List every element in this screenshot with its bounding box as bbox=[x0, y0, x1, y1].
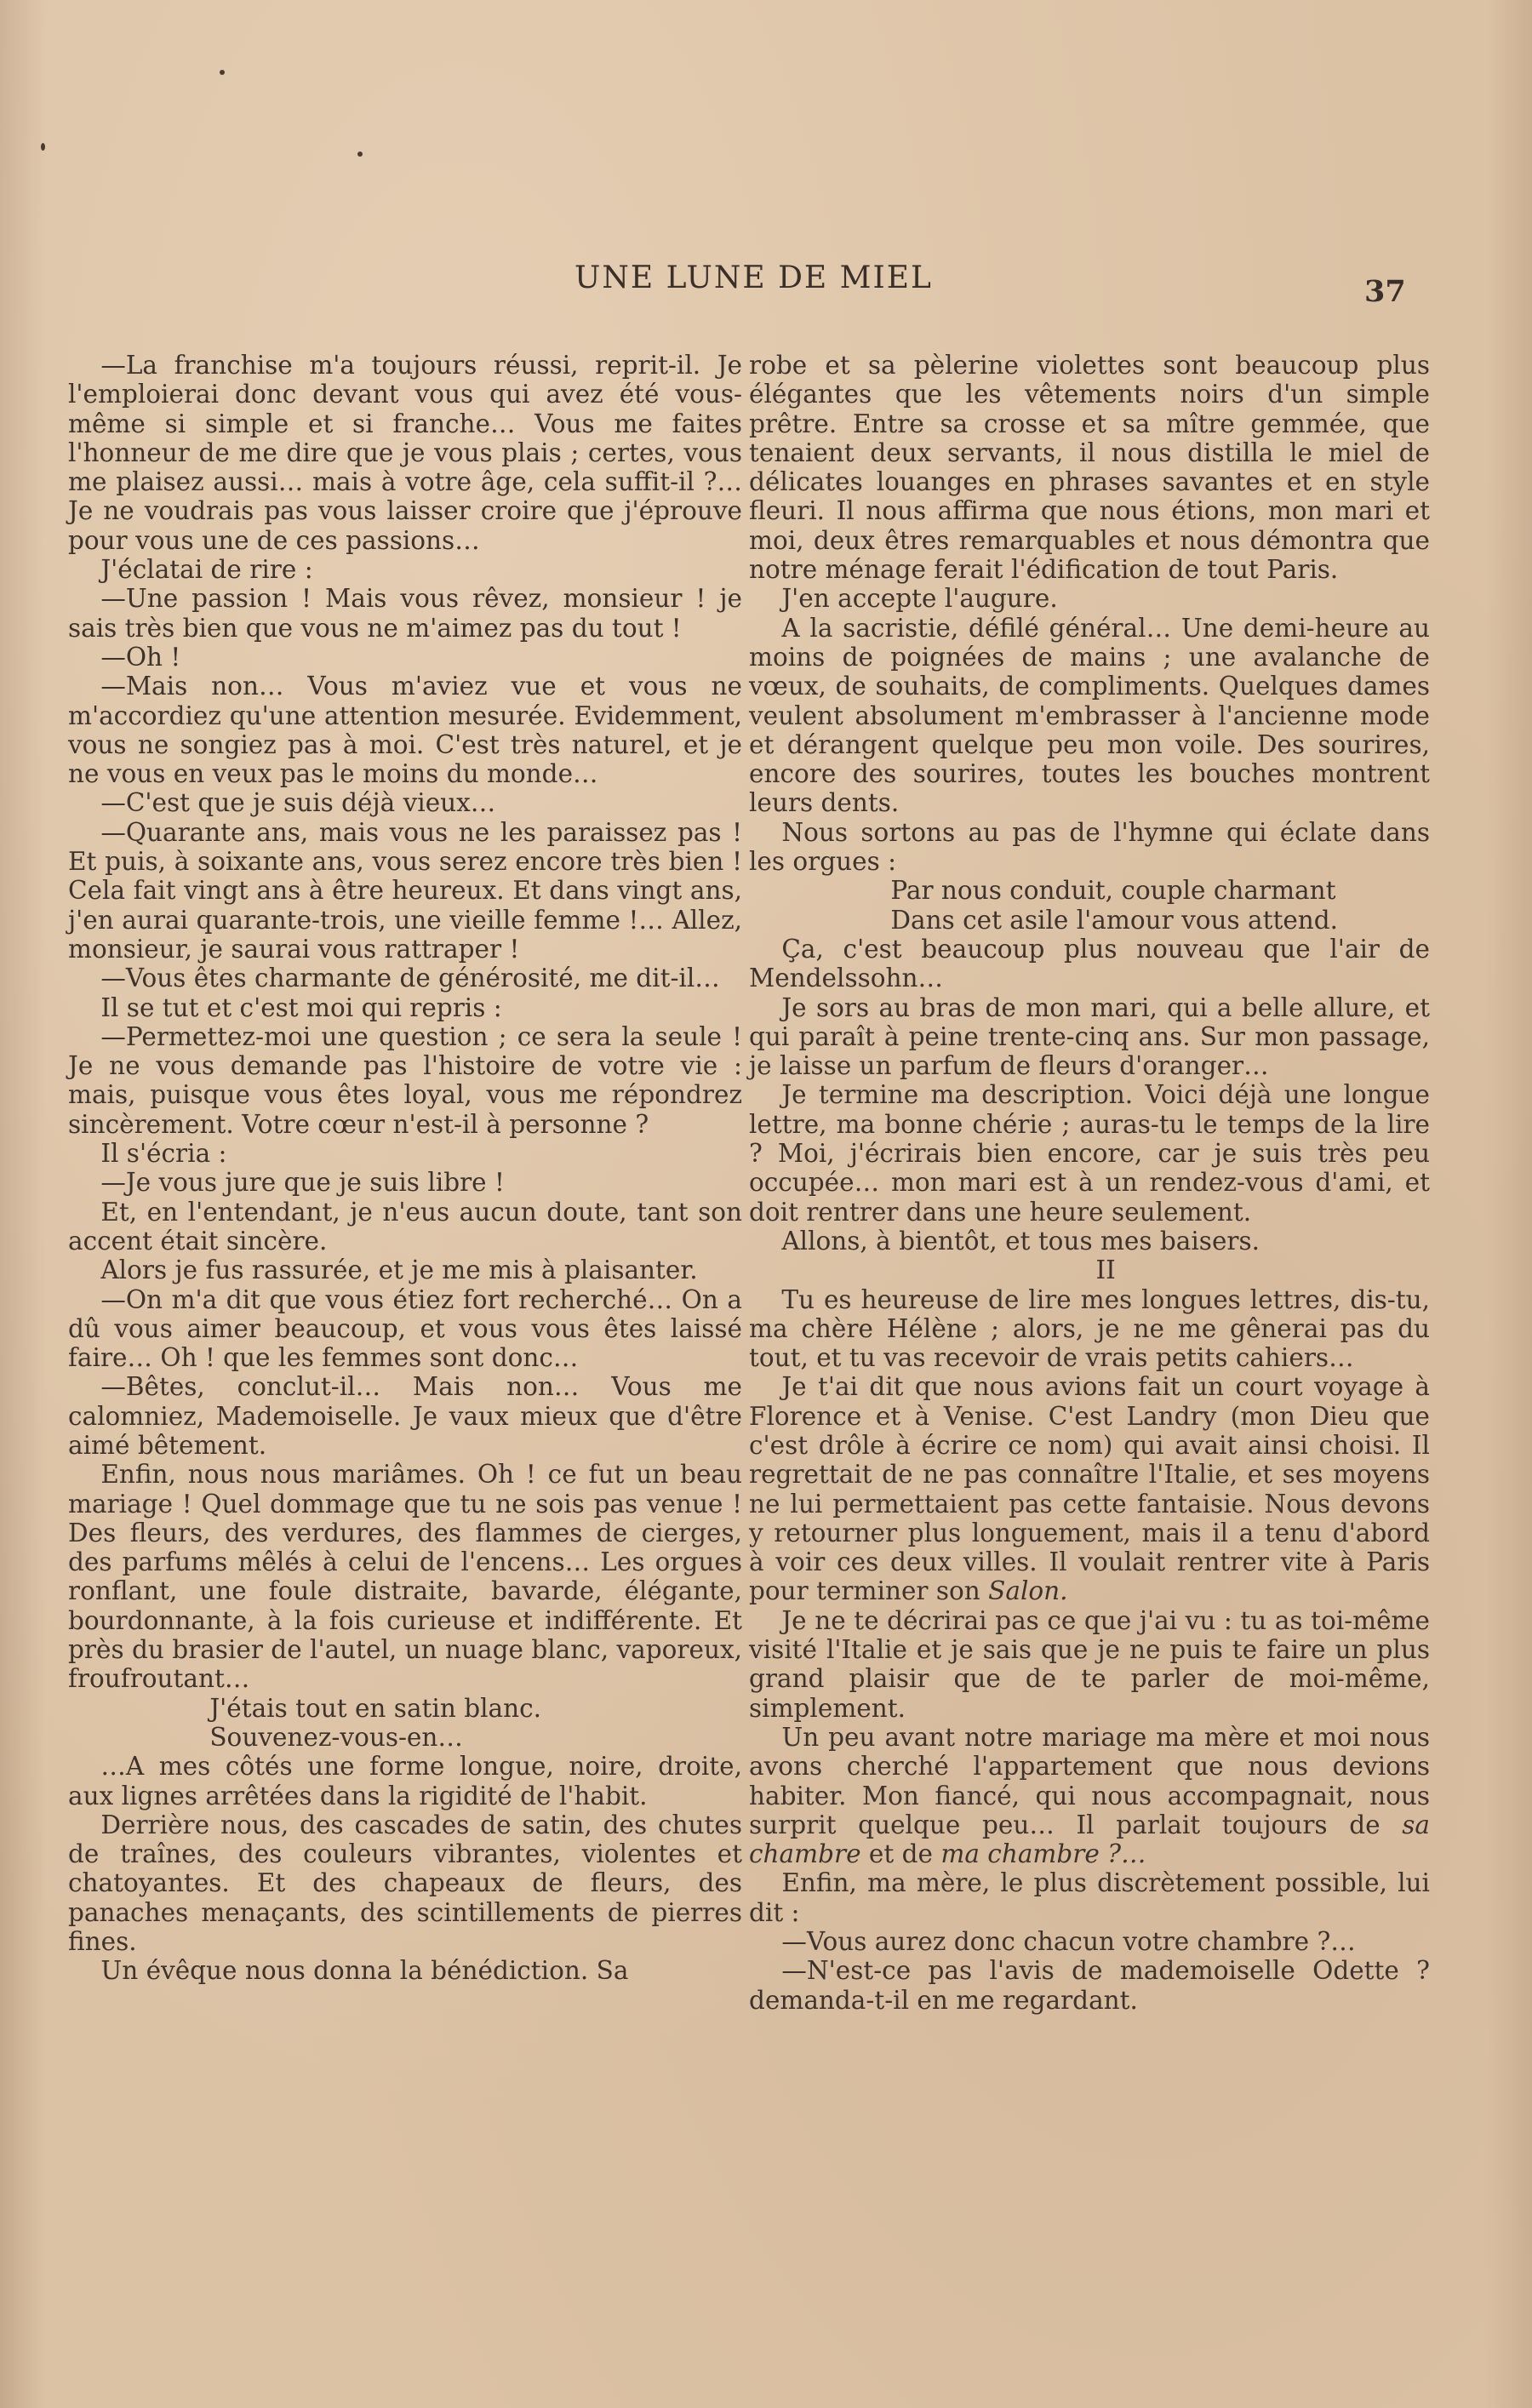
paragraph: —Permettez-moi une question ; ce sera la seule ! Je ne vous demande pas l'histoire de votre vie : mais, puisque vous êtes loyal, vous me répondrez sincèrement. Votre cœur n'est-il à personne ? bbox=[68, 1021, 742, 1139]
paragraph-text: et de bbox=[868, 1839, 933, 1869]
verse-line: J'étais tout en satin blanc. bbox=[209, 1693, 542, 1723]
italic-title: Salon. bbox=[988, 1576, 1068, 1606]
paragraph: —C'est que je suis déjà vieux… bbox=[100, 788, 496, 818]
paragraph: —Oh ! bbox=[100, 642, 181, 672]
paragraph: —La franchise m'a toujours réussi, reprit-il. Je l'emploierai donc devant vous qui avez été vous-même si simple et si franche… Vous me faites l'honneur de me dire que je vous plais ; certes, vous me plaisez aussi… mais à votre âge, cela suffit-il ?… Je ne voudrais pas vous laisser croire que j'éprouve pour vous une de ces passions… bbox=[68, 351, 742, 555]
paragraph-text: Un peu avant notre mariage ma mère et moi nous avons cherché l'appartement que nous devions habiter. Mon fiancé, qui nous accompagnait, nous surprit quelque peu… Il parlait toujours de bbox=[749, 1722, 1430, 1839]
ink-speck bbox=[220, 70, 225, 75]
paragraph: —Vous aurez donc chacun votre chambre ?… bbox=[781, 1927, 1356, 1957]
italic-phrase: sa chambre bbox=[749, 1810, 1430, 1869]
paragraph: A la sacristie, défilé général… Une demi-heure au moins de poignées de mains ; une avalanche de vœux, de souhaits, de compliments. Quelques dames veulent absolument m'embrasser à l'ancienne mode et dérangent quelque peu mon voile. Des sourires, encore des sourires, toutes les bouches montrent leurs dents. bbox=[749, 613, 1430, 818]
paragraph: Et, en l'entendant, je n'eus aucun doute, tant son accent était sincère. bbox=[68, 1197, 742, 1255]
paragraph: —Quarante ans, mais vous ne les paraissez pas ! Et puis, à soixante ans, vous serez encore très bien ! Cela fait vingt ans à être heureux. Et dans vingt ans, j'en aurai quarante-trois, une vieille femme !… Allez, monsieur, je saurai vous rattraper ! bbox=[68, 817, 742, 964]
paragraph: —Bêtes, conclut-il… Mais non… Vous me calomniez, Mademoiselle. Je vaux mieux que d'être aimé bêtement. bbox=[68, 1372, 742, 1460]
running-header-title: UNE LUNE DE MIEL bbox=[574, 260, 933, 295]
paragraph: J'éclatai de rire : bbox=[100, 555, 313, 585]
paragraph: Je termine ma description. Voici déjà une longue lettre, ma bonne chérie ; auras-tu le temps de la lire ? Moi, j'écrirais bien encore, car je suis très peu occupée… mon mari est à un rendez-vous d'ami, et doit rentrer dans une heure seulement. bbox=[749, 1080, 1430, 1227]
paragraph: Ça, c'est beaucoup plus nouveau que l'air de Mendelssohn… bbox=[749, 934, 1430, 993]
italic-phrase: ma chambre ?… bbox=[940, 1839, 1146, 1869]
paragraph: Je sors au bras de mon mari, qui a belle allure, et qui paraît à peine trente-cinq ans. Sur mon passage, je laisse un parfum de fleurs d'oranger… bbox=[749, 992, 1430, 1081]
ink-speck bbox=[357, 152, 363, 157]
paragraph: Alors je fus rassurée, et je me mis à plaisanter. bbox=[100, 1255, 698, 1285]
paragraph: Tu es heureuse de lire mes longues lettres, dis-tu, ma chère Hélène ; alors, je ne me gênerai pas du tout, et tu vas recevoir de vrais petits cahiers… bbox=[749, 1284, 1430, 1373]
paragraph: —N'est-ce pas l'avis de mademoiselle Odette ? demanda-t-il en me regardant. bbox=[749, 1956, 1430, 2015]
paragraph: …A mes côtés une forme longue, noire, droite, aux lignes arrêtées dans la rigidité de l'habit. bbox=[68, 1752, 742, 1810]
paragraph: J'en accepte l'augure. bbox=[781, 584, 1058, 614]
left-text-column bbox=[68, 351, 742, 1986]
right-text-column bbox=[749, 351, 1430, 2015]
paragraph: —Une passion ! Mais vous rêvez, monsieur ! je sais très bien que vous ne m'aimez pas du tout ! bbox=[68, 584, 742, 643]
paragraph-text: Je t'ai dit que nous avions fait un court voyage à Florence et à Venise. C'est Landry (mon Dieu que c'est drôle à écrire ce nom) qui avait ainsi choisi. Il regrettait de ne pas connaître l'Italie, et ses moyens ne lui permettaient pas cette fantaisie. Nous devons y retourner plus longuement, mais il a tenu d'abord à voir ces deux villes. Il voulait rentrer vite à Paris pour terminer son bbox=[749, 1372, 1430, 1606]
paragraph: —Vous êtes charmante de générosité, me dit-il… bbox=[100, 964, 720, 993]
paragraph: —Mais non… Vous m'aviez vue et vous ne m'accordiez qu'une attention mesurée. Evidemment, vous ne songiez pas à moi. C'est très naturel, et je ne vous en veux pas le moins du monde… bbox=[68, 672, 742, 789]
paragraph: Nous sortons au pas de l'hymne qui éclate dans les orgues : bbox=[749, 817, 1430, 877]
ink-speck bbox=[41, 143, 45, 151]
paragraph: —Je vous jure que je suis libre ! bbox=[100, 1168, 505, 1198]
verse-line: Par nous conduit, couple charmant bbox=[890, 876, 1336, 906]
paragraph: Il s'écria : bbox=[100, 1139, 227, 1169]
paragraph bbox=[749, 1372, 1430, 1605]
paragraph: Enfin, nous nous mariâmes. Oh ! ce fut un beau mariage ! Quel dommage que tu ne sois pas venue ! Des fleurs, des verdures, des flammes de cierges, des parfums mêlés à celui de l'encens… Les orgues ronflant, une foule distraite, bavarde, élégante, bourdonnante, à la fois curieuse et indifférente. Et près du brasier de l'autel, un nuage blanc, vaporeux, froufroutant… bbox=[68, 1460, 742, 1694]
verse-line: Souvenez-vous-en… bbox=[209, 1722, 463, 1752]
page-number: 37 bbox=[1364, 274, 1406, 309]
verse-line: Dans cet asile l'amour vous attend. bbox=[890, 905, 1339, 935]
paragraph: —On m'a dit que vous étiez fort recherché… On a dû vous aimer beaucoup, et vous vous êtes laissé faire… Oh ! que les femmes sont donc… bbox=[68, 1284, 742, 1373]
paragraph: Je ne te décrirai pas ce que j'ai vu : tu as toi-même visité l'Italie et je sais que je ne puis te faire un plus grand plaisir que de te parler de moi-même, simplement. bbox=[749, 1605, 1430, 1723]
section-number: II bbox=[1095, 1255, 1116, 1285]
paragraph: Il se tut et c'est moi qui repris : bbox=[100, 992, 502, 1022]
paragraph: Un évêque nous donna la bénédiction. Sa bbox=[100, 1956, 629, 1986]
paragraph: Derrière nous, des cascades de satin, des chutes de traînes, des couleurs vibrantes, violentes et chatoyantes. Et des chapeaux de fleurs, des panaches menaçants, des scintillements de pierres fines. bbox=[68, 1810, 742, 1957]
paragraph: robe et sa pèlerine violettes sont beaucoup plus élégantes que les vêtements noirs d'un simple prêtre. Entre sa crosse et sa mître gemmée, que tenaient deux servants, il nous distilla le miel de délicates louanges en phrases savantes et en style fleuri. Il nous affirma que nous étions, mon mari et moi, deux êtres remarquables et nous démontra que notre ménage ferait l'édification de tout Paris. bbox=[749, 351, 1430, 585]
paragraph: Enfin, ma mère, le plus discrètement possible, lui dit : bbox=[749, 1868, 1430, 1927]
paragraph: Allons, à bientôt, et tous mes baisers. bbox=[781, 1226, 1260, 1255]
paragraph bbox=[749, 1723, 1430, 1868]
